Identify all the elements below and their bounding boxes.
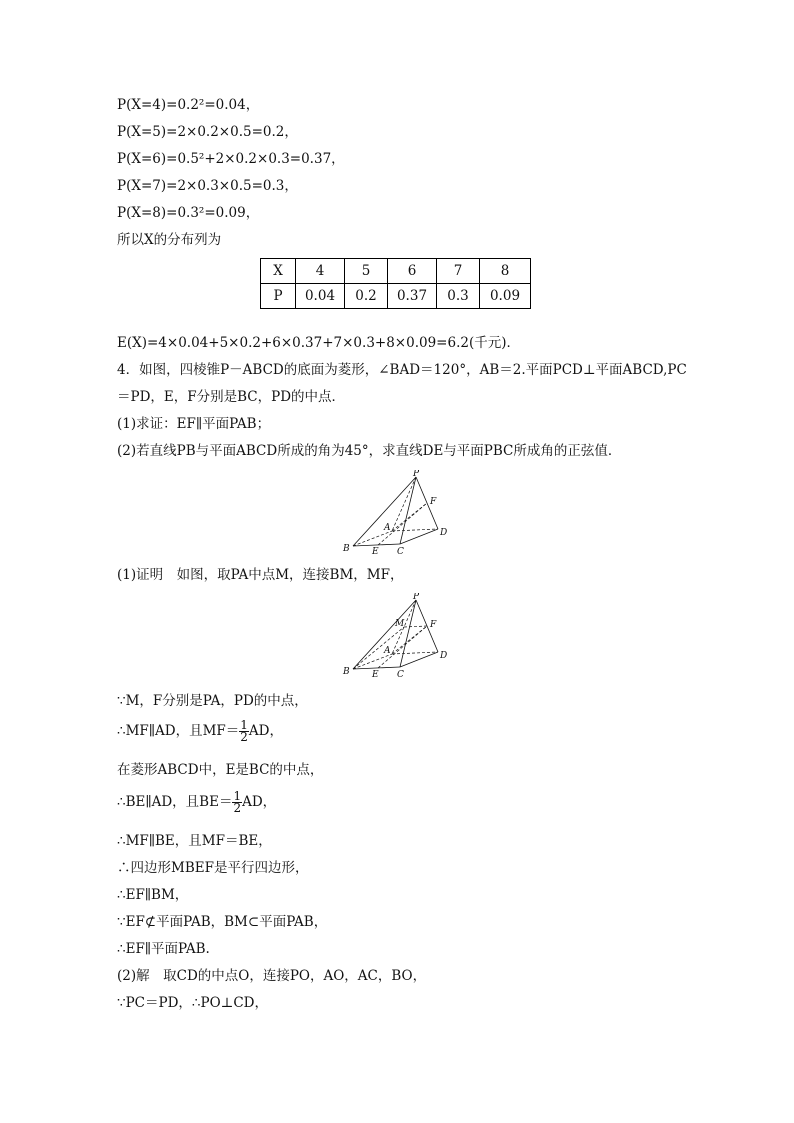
label-p: P	[413, 593, 420, 602]
fraction-numerator: 1	[240, 718, 248, 732]
pyramid-figure-with-m	[340, 593, 460, 683]
label-f: F	[430, 620, 437, 630]
solution-step-8: ∵EF⊄平面PAB，BM⊂平面PAB，	[117, 914, 328, 930]
solution-step-4	[117, 791, 276, 814]
label-c: C	[397, 670, 404, 680]
distribution-table	[260, 258, 531, 309]
solution-step-10: (2)解 取CD的中点O，连接PO，AO，AC，BO，	[117, 968, 427, 984]
pyramid-figure	[340, 470, 460, 560]
table-row	[261, 259, 531, 284]
step-text: ∴BE∥AD，且BE＝	[117, 794, 233, 810]
table-cell: 0.2	[345, 284, 388, 309]
fraction-half	[239, 720, 249, 743]
prob-line-4: P(X=4)=0.2²=0.04，	[117, 97, 260, 113]
solution-step-3: 在菱形ABCD中，E是BC的中点，	[117, 762, 324, 778]
label-d: D	[440, 528, 448, 538]
label-d: D	[440, 651, 448, 661]
label-b: B	[343, 667, 350, 677]
solution-step-9: ∴EF∥平面PAB.	[117, 941, 210, 957]
expectation-line: E(X)=4×0.04+5×0.2+6×0.37+7×0.3+8×0.09=6.2(千元)．	[117, 335, 520, 351]
table-cell: 0.3	[437, 284, 480, 309]
table-cell: 5	[345, 259, 388, 284]
label-a: A	[384, 646, 391, 656]
label-e: E	[372, 670, 379, 680]
fraction-numerator: 1	[233, 789, 242, 803]
table-cell: 0.37	[388, 284, 437, 309]
fraction-denominator: 2	[240, 730, 248, 744]
table-cell: X	[261, 259, 296, 284]
label-p: P	[413, 470, 420, 479]
proof-intro: (1)证明 如图，取PA中点M，连接BM，MF，	[117, 567, 404, 583]
fraction-half	[232, 791, 242, 814]
table-cell: P	[261, 284, 296, 309]
problem-part-2: (2)若直线PB与平面ABCD所成的角为45°，求直线DE与平面PBC所成角的正弦值．	[117, 443, 622, 459]
fraction-denominator: 2	[233, 801, 242, 815]
label-b: B	[343, 544, 350, 554]
step-text: ∴MF∥AD，且MF＝	[117, 723, 240, 739]
solution-step-6: ∴四边形MBEF是平行四边形，	[117, 860, 309, 876]
solution-step-1: ∵M，F分别是PA，PD的中点，	[117, 693, 308, 709]
label-m: M	[395, 619, 405, 629]
problem-part-1: (1)求证：EF∥平面PAB；	[117, 416, 271, 432]
prob-line-5: P(X=5)=2×0.2×0.5=0.2，	[117, 124, 298, 140]
step-text: AD，	[242, 794, 277, 810]
solution-step-5: ∴MF∥BE，且MF＝BE，	[117, 833, 272, 849]
label-c: C	[397, 547, 404, 557]
solution-step-11: ∵PC＝PD，∴PO⊥CD，	[117, 995, 268, 1011]
table-row	[261, 284, 531, 309]
solution-step-2	[117, 720, 283, 743]
solution-step-7: ∴EF∥BM，	[117, 887, 189, 903]
table-cell: 8	[480, 259, 531, 284]
table-cell: 6	[388, 259, 437, 284]
step-text: AD，	[248, 723, 283, 739]
prob-line-7: P(X=7)=2×0.3×0.5=0.3，	[117, 178, 298, 194]
table-cell: 0.04	[296, 284, 345, 309]
problem-line-2: ＝PD，E，F分别是BC，PD的中点．	[117, 389, 346, 405]
table-cell: 7	[437, 259, 480, 284]
label-a: A	[384, 523, 391, 533]
prob-line-8: P(X=8)=0.3²=0.09，	[117, 205, 260, 221]
distribution-intro: 所以X的分布列为	[117, 232, 222, 248]
table-cell: 4	[296, 259, 345, 284]
label-f: F	[430, 497, 437, 507]
label-e: E	[372, 547, 379, 557]
prob-line-6: P(X=6)=0.5²+2×0.2×0.3=0.37，	[117, 151, 345, 167]
problem-line-1: 4．如图，四棱锥P－ABCD的底面为菱形，∠BAD＝120°，AB＝2.平面PCD⊥平面ABCD,PC	[117, 362, 687, 378]
table-cell: 0.09	[480, 284, 531, 309]
